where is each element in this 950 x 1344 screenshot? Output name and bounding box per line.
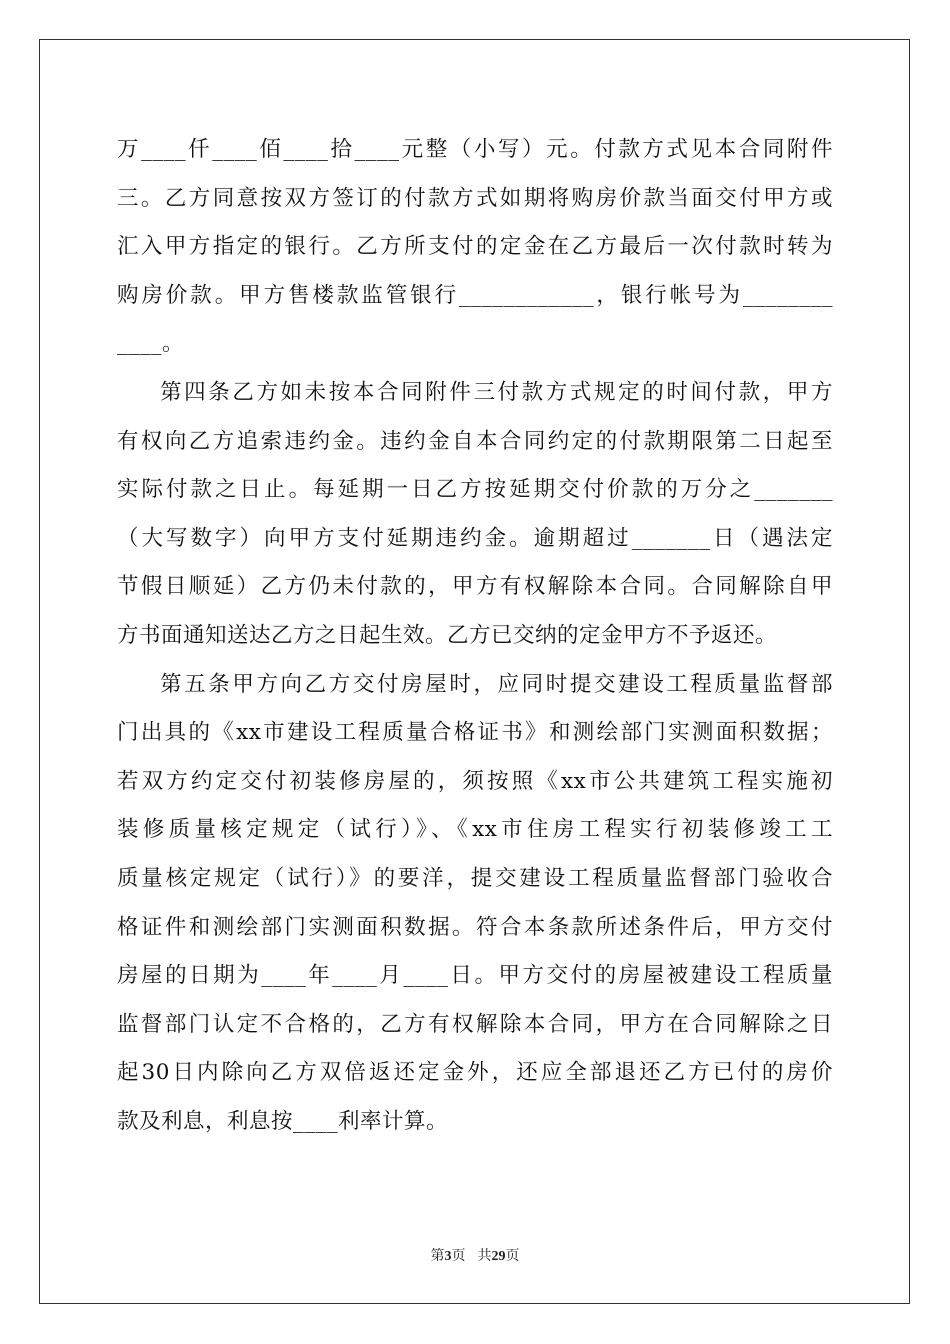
page-suffix: 页	[451, 1249, 466, 1264]
text-line: 质量核定规定（试行）》的要洋，提交建设工程质量监督部门验收合	[117, 865, 833, 891]
document-body	[117, 126, 833, 1146]
text-line: 格证件和测绘部门实测面积数据。符合本条款所述条件后，甲方交付	[117, 914, 833, 940]
page-footer	[0, 1245, 950, 1265]
text-line: 第四条乙方如未按本合同附件三付款方式规定的时间付款，甲方	[160, 379, 833, 405]
text-line: 三。乙方同意按双方签订的付款方式如期将购房价款当面交付甲方或	[117, 185, 833, 211]
text-line: 方书面通知送达乙方之日起生效。乙方已交纳的定金甲方不予返还。	[117, 622, 778, 648]
text-line: 房屋的日期为____年____月____日。甲方交付的房屋被建设工程质量	[117, 963, 833, 989]
text-line: 节假日顺延）乙方仍未付款的，甲方有权解除本合同。合同解除自甲	[117, 574, 833, 600]
text-line: 购房价款。甲方售楼款监管银行____________，银行帐号为________	[117, 282, 833, 308]
text-line: （大写数字）向甲方支付延期违约金。逾期超过_______日（遇法定	[117, 525, 833, 551]
text-line: 万____仟____佰____拾____元整（小写）元。付款方式见本合同附件	[117, 137, 833, 162]
page-prefix: 第	[430, 1249, 445, 1264]
total-prefix: 共	[477, 1249, 492, 1264]
total-pages: 29	[491, 1249, 506, 1264]
text-line: 监督部门认定不合格的，乙方有权解除本合同，甲方在合同解除之日	[117, 1011, 833, 1037]
text-line: 门出具的《xx市建设工程质量合格证书》和测绘部门实测面积数据；	[117, 720, 833, 746]
total-suffix: 页	[505, 1249, 520, 1264]
text-line: ____。	[117, 331, 185, 357]
text-line: 汇入甲方指定的银行。乙方所支付的定金在乙方最后一次付款时转为	[117, 234, 833, 260]
text-line: 有权向乙方追索违约金。违约金自本合同约定的付款期限第二日起至	[117, 428, 833, 454]
text-line: 装修质量核定规定（试行）》、《xx市住房工程实行初装修竣工工	[117, 817, 833, 843]
text-line: 款及利息，利息按____利率计算。	[117, 1108, 449, 1134]
page-number: 3	[444, 1249, 452, 1264]
text-line: 实际付款之日止。每延期一日乙方按延期交付价款的万分之_______	[117, 477, 833, 503]
text-line: 起30日内除向乙方双倍返还定金外，还应全部退还乙方已付的房价	[117, 1060, 833, 1086]
text-line: 第五条甲方向乙方交付房屋时，应同时提交建设工程质量监督部	[160, 671, 833, 697]
text-line: 若双方约定交付初装修房屋的，须按照《xx市公共建筑工程实施初	[117, 768, 833, 794]
